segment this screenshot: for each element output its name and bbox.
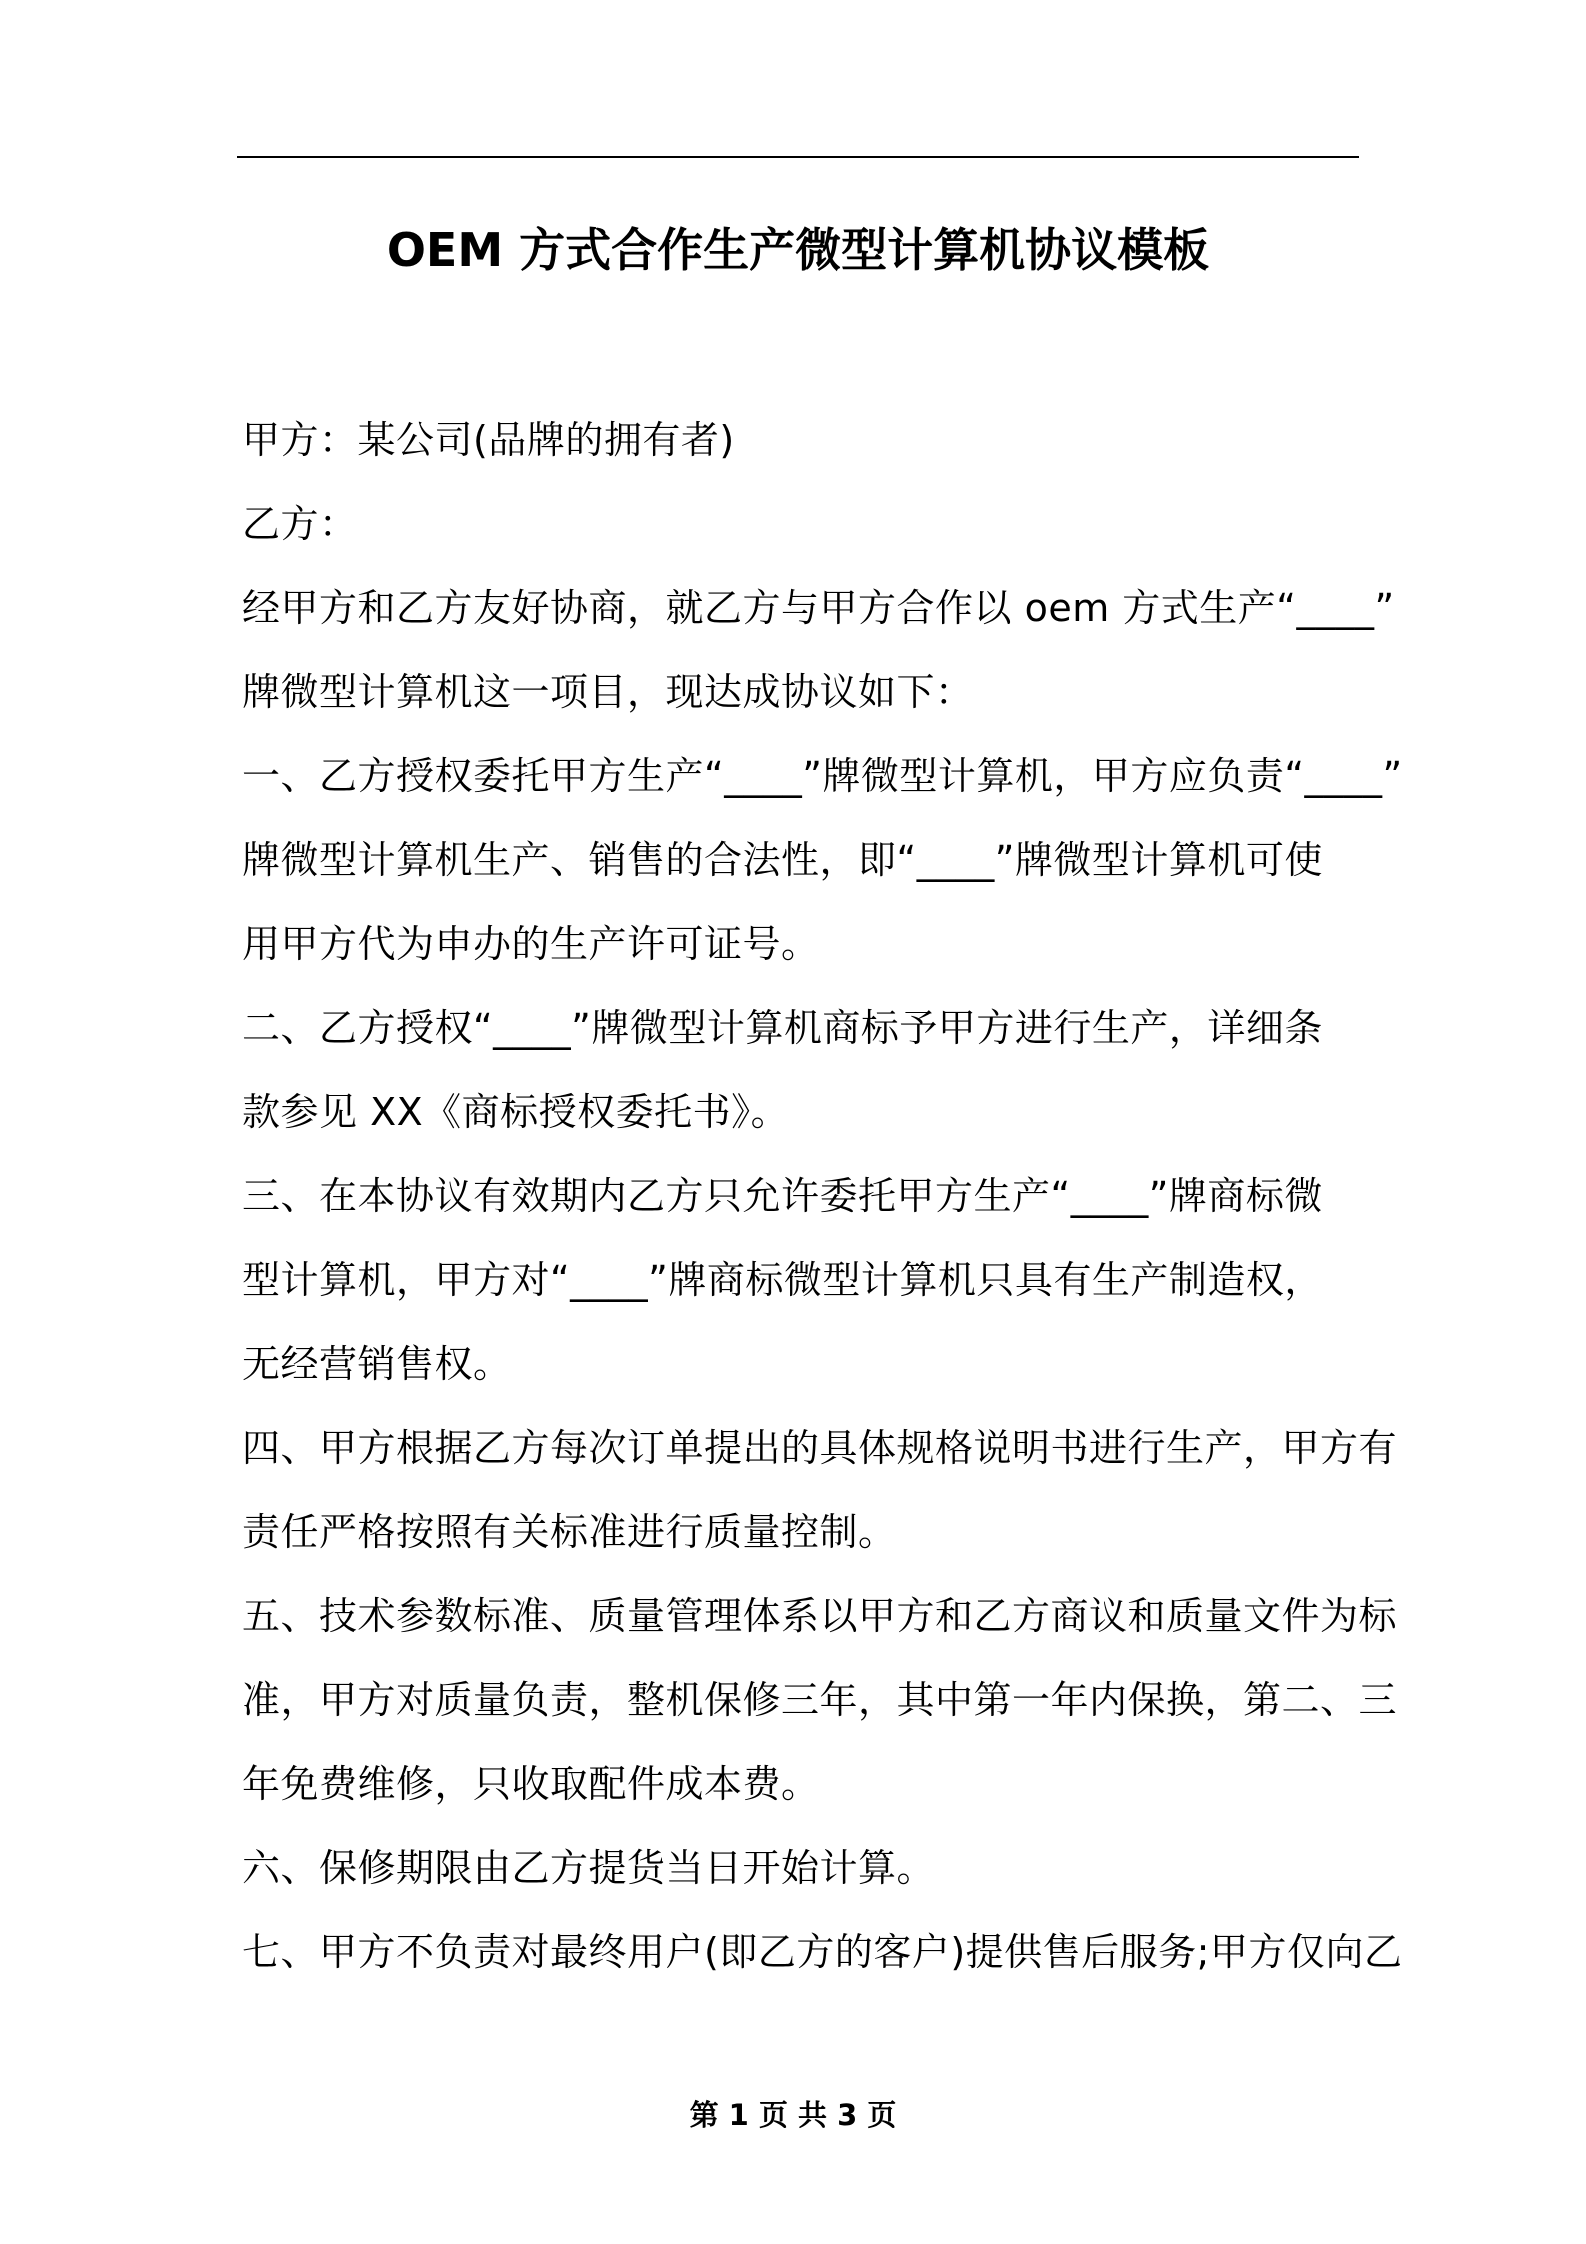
party-b-line: 乙方：: [242, 502, 358, 546]
clause-line: 款参见 XX《商标授权委托书》。: [242, 1090, 790, 1134]
clause-line: 二、乙方授权“____”牌微型计算机商标予甲方进行生产，详细条: [242, 1006, 1323, 1050]
clause-line: 牌微型计算机生产、销售的合法性，即“____”牌微型计算机可使: [242, 838, 1323, 882]
clause-line: 三、在本协议有效期内乙方只允许委托甲方生产“____”牌商标微: [242, 1174, 1323, 1218]
page-footer: [0, 2090, 1586, 2140]
preamble-line: 经甲方和乙方友好协商，就乙方与甲方合作以 oem 方式生产“____”: [242, 586, 1395, 630]
clause-line: 无经营销售权。: [242, 1342, 512, 1386]
clause-line: 六、保修期限由乙方提货当日开始计算。: [242, 1846, 936, 1890]
clause-line: 用甲方代为申办的生产许可证号。: [242, 922, 820, 966]
clause-line: 责任严格按照有关标准进行质量控制。: [242, 1510, 897, 1554]
clause-line: 七、甲方不负责对最终用户(即乙方的客户)提供售后服务;甲方仅向乙: [242, 1930, 1403, 1974]
header-rule: [237, 156, 1359, 158]
clause-line: 准，甲方对质量负责，整机保修三年，其中第一年内保换，第二、三: [242, 1678, 1398, 1722]
clause-line: 五、技术参数标准、质量管理体系以甲方和乙方商议和质量文件为标: [242, 1594, 1398, 1638]
document-title: OEM 方式合作生产微型计算机协议模板: [386, 223, 1210, 277]
clause-line: 四、甲方根据乙方每次订单提出的具体规格说明书进行生产，甲方有: [242, 1426, 1398, 1470]
document-body: [242, 398, 1403, 1994]
party-a-line: 甲方：某公司(品牌的拥有者): [242, 418, 735, 462]
clause-line: 年免费维修，只收取配件成本费。: [242, 1762, 820, 1806]
clause-line: 一、乙方授权委托甲方生产“____”牌微型计算机，甲方应负责“____”: [242, 754, 1403, 798]
preamble-line: 牌微型计算机这一项目，现达成协议如下：: [242, 670, 974, 714]
page-number-label: 第 1 页 共 3 页: [689, 2098, 897, 2132]
clause-line: 型计算机，甲方对“____”牌商标微型计算机只具有生产制造权，: [242, 1258, 1323, 1302]
